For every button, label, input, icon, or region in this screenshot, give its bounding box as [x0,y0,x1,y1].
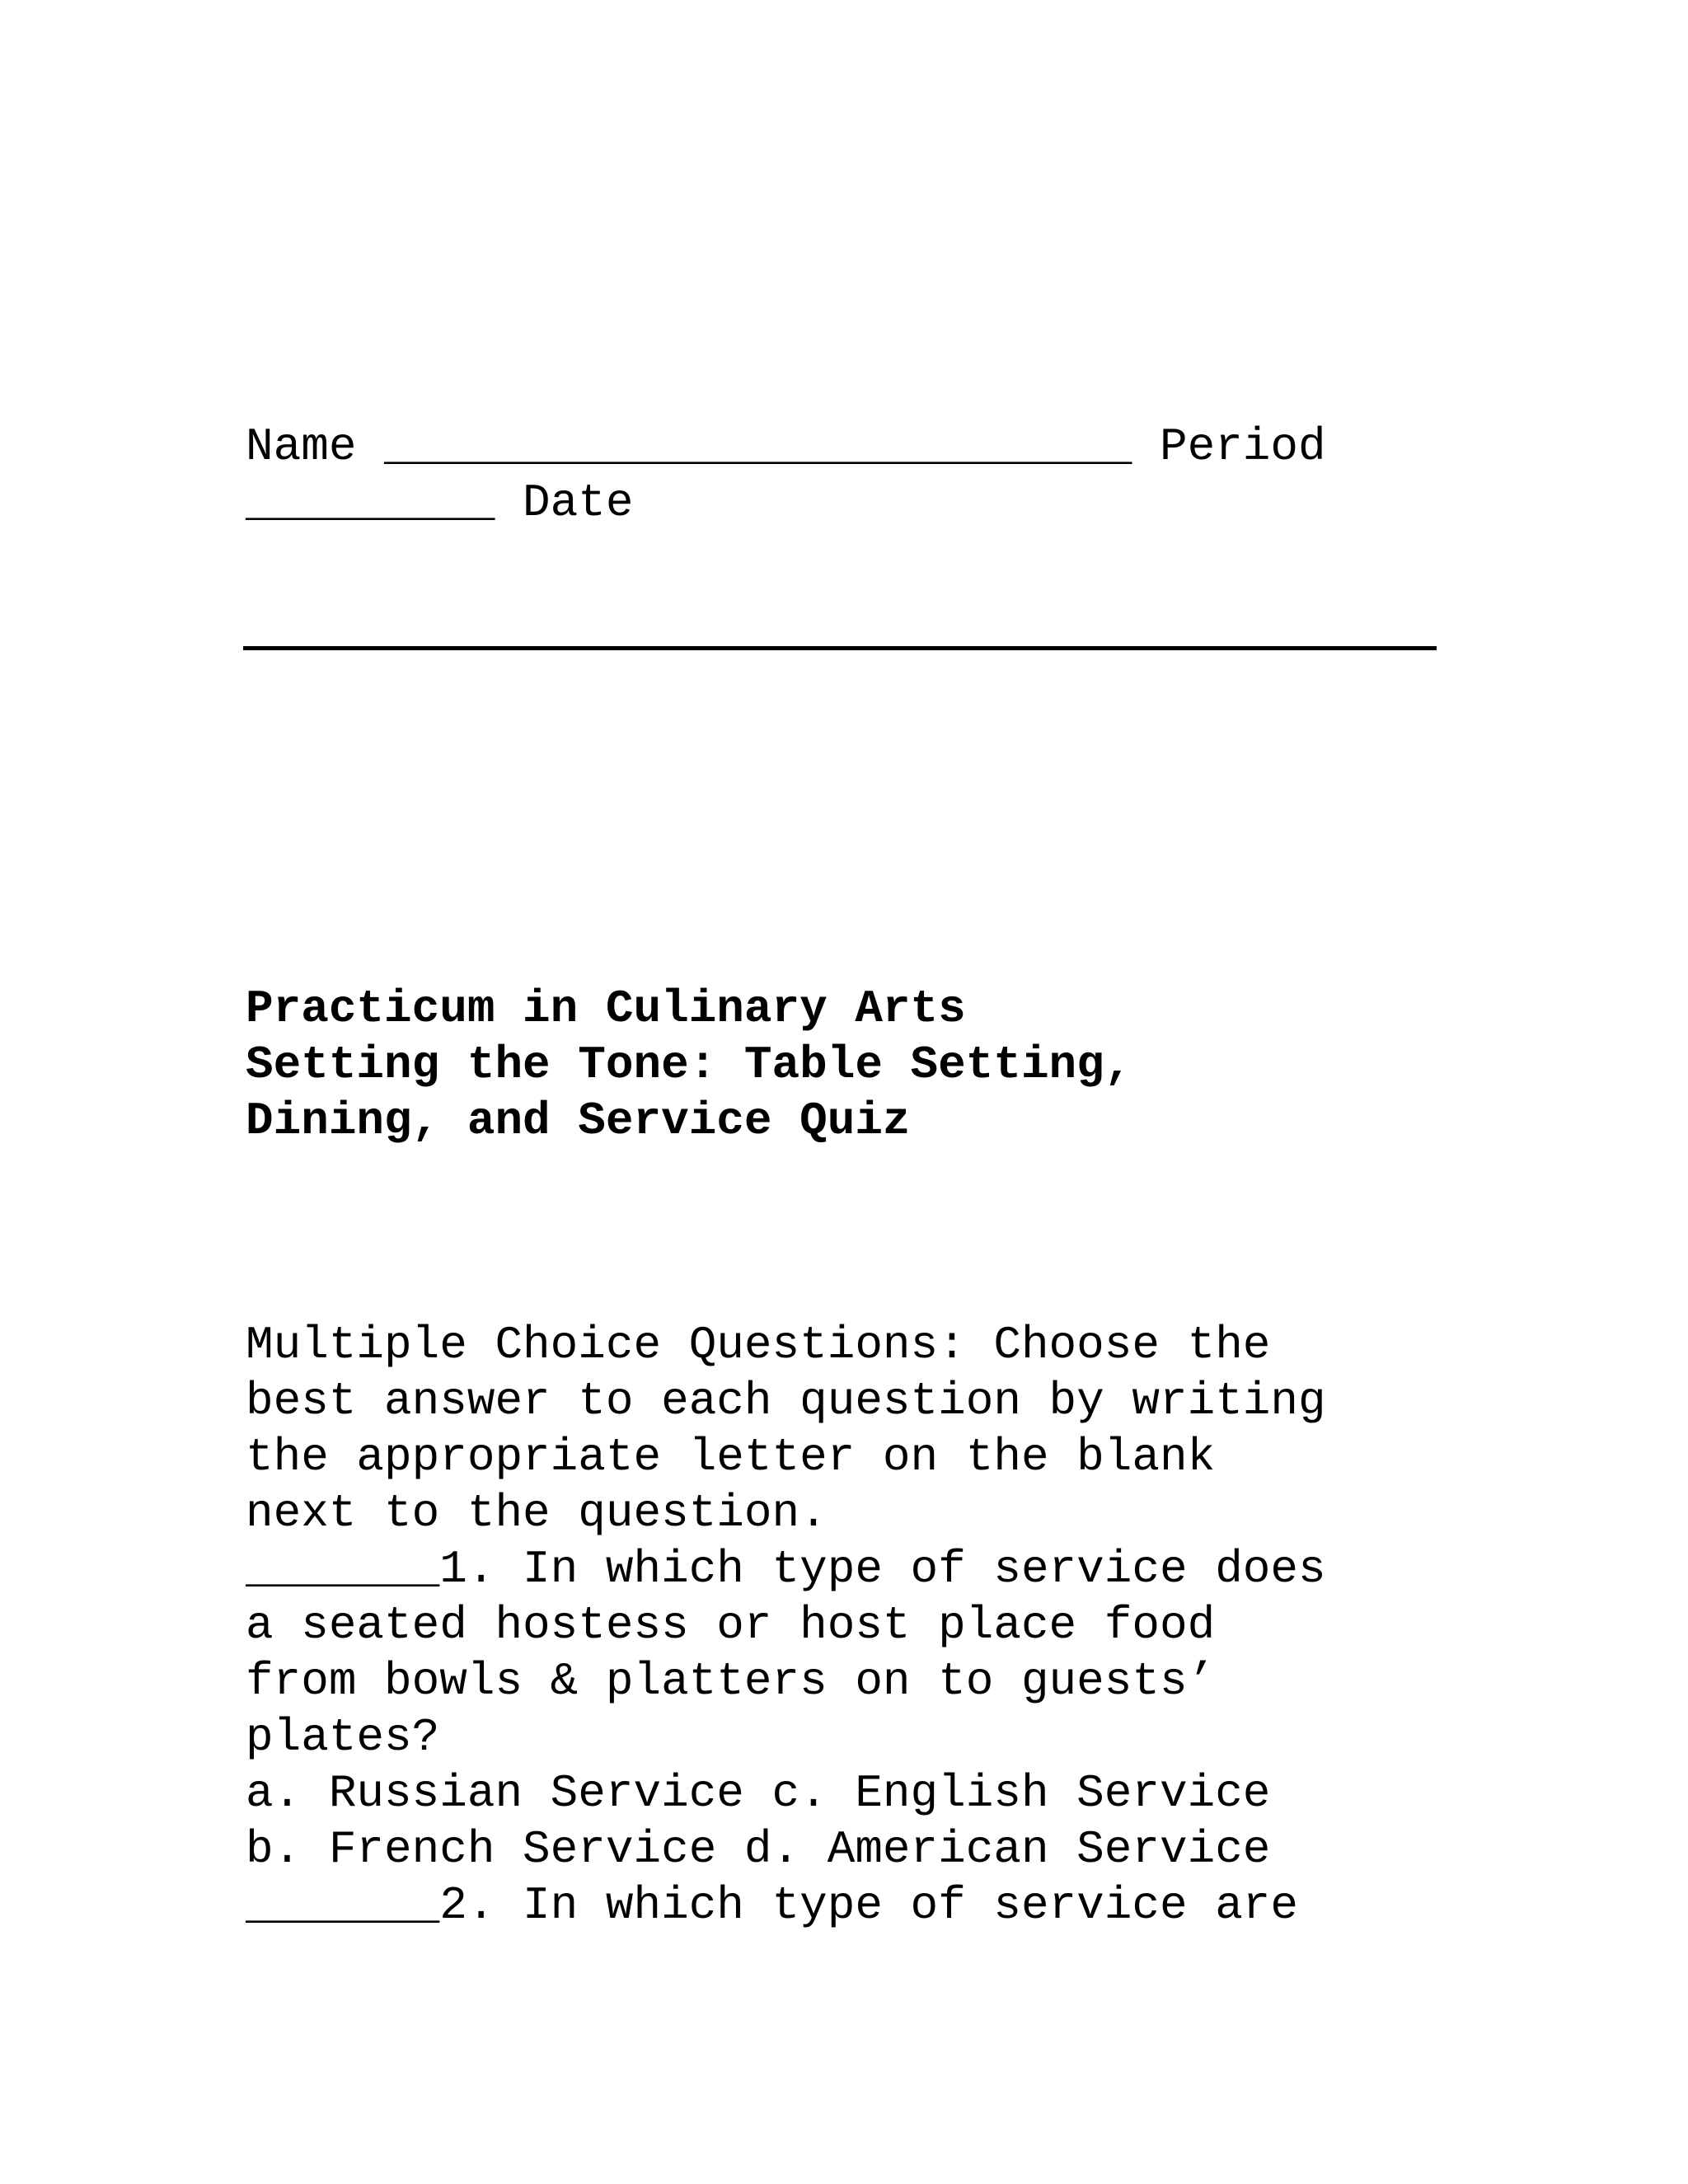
quiz-title-line-2: Dining, and Service Quiz [246,1094,911,1147]
course-title: Practicum in Culinary Arts [246,982,966,1035]
quiz-title-line-1: Setting the Tone: Table Setting, [246,1038,1132,1091]
instructions-line: next to the question. [246,1487,828,1540]
question-2-line: _______2. In which type of service are [246,1879,1299,1932]
horizontal-divider [243,646,1437,650]
name-period-line: Name ___________________________ Period [246,420,1326,473]
question-1-line: plates? [246,1711,440,1764]
date-line: _________ Date [246,476,634,529]
question-1-line: _______1. In which type of service does [246,1543,1326,1596]
instructions-line: the appropriate letter on the blank [246,1431,1216,1483]
question-1-line: a seated hostess or host place food [246,1599,1216,1652]
question-1-options: a. Russian Service c. English Service [246,1767,1271,1820]
instructions-line: best answer to each question by writing [246,1375,1326,1427]
instructions-line: Multiple Choice Questions: Choose the [246,1319,1271,1371]
question-1-line: from bowls & platters on to guests’ [246,1655,1216,1708]
question-1-options: b. French Service d. American Service [246,1823,1271,1876]
